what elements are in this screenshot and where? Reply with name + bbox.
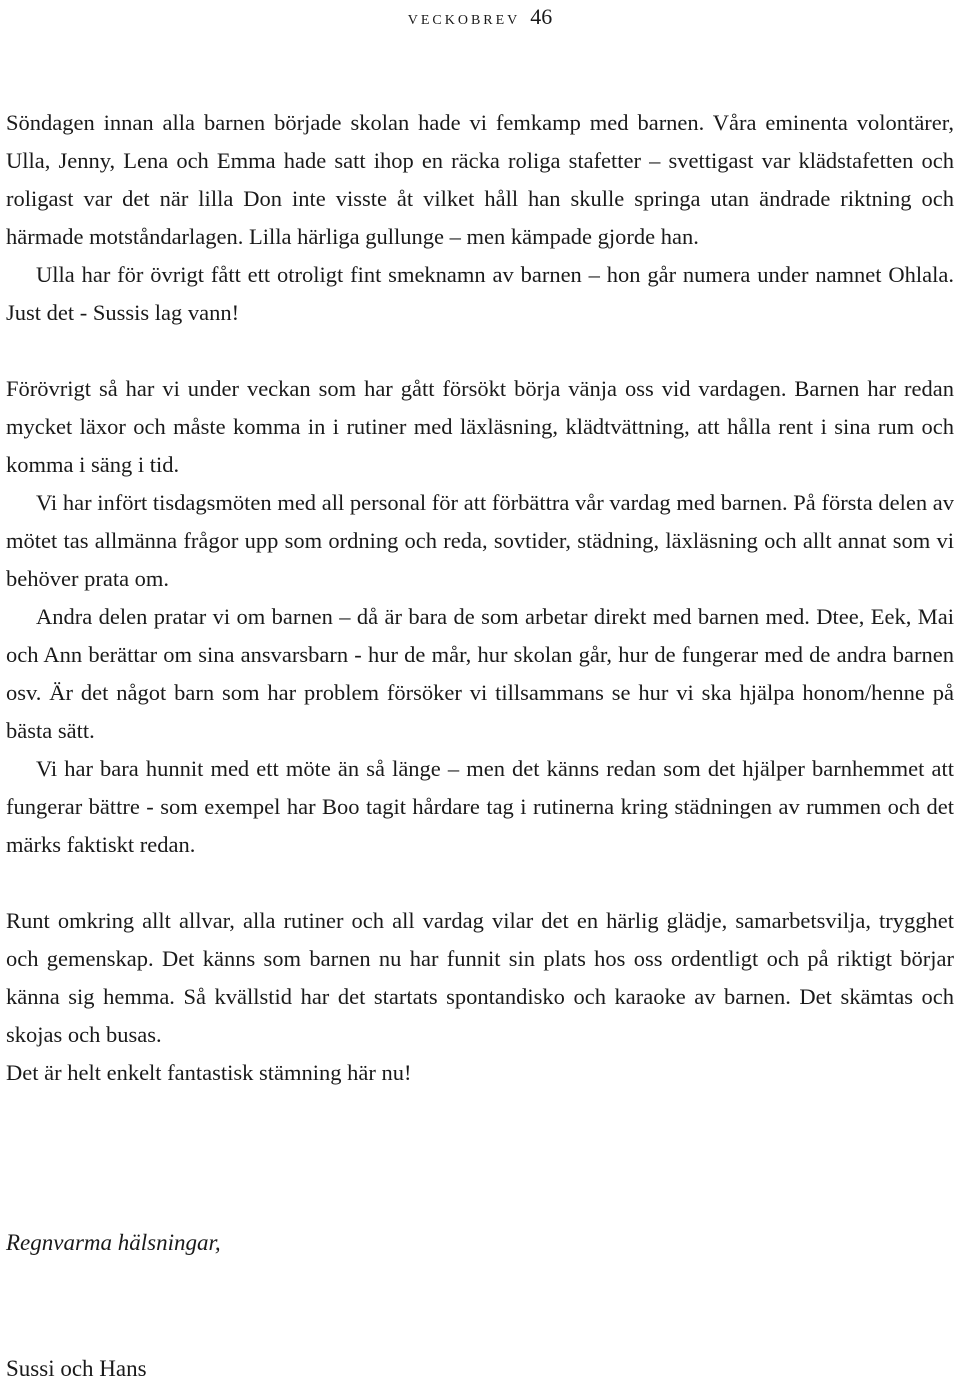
paragraph-andra-delen: Andra delen pratar vi om barnen – då är bara de som arbetar direkt med barnen med. Dtee, Eek, Mai och Ann berättar om sina ansvarsbarn - hur de mår, hur skolan går, hur de fungerar med de andra barnen osv. Är det något barn som har problem försöker vi tillsammans se hur vi ska hjälpa honom/henne på bästa sätt. xyxy=(6,604,954,743)
issue-number: 46 xyxy=(530,4,553,29)
page-header xyxy=(0,0,960,34)
paragraph-gap xyxy=(6,864,954,902)
signature: Sussi och Hans xyxy=(6,1356,147,1381)
paragraph-gap xyxy=(6,332,954,370)
paragraph-ohlala: Ulla har för övrigt fått ett otroligt fint smeknamn av barnen – hon går numera under namnet Ohlala. Just det - Sussis lag vann! xyxy=(6,262,954,325)
letter-body xyxy=(6,104,954,1092)
closing-greeting: Regnvarma hälsningar, xyxy=(6,1230,221,1255)
newsletter-title: veckobrev xyxy=(407,7,521,29)
paragraph-tisdagsmoten: Vi har infört tisdagsmöten med all personal för att förbättra vår vardag med barnen. På första delen av mötet tas allmänna frågor upp som ordning och reda, sovtider, städning, läxläsning och allt annat som vi behöver prata om. xyxy=(6,490,954,591)
paragraph-gladje: Runt omkring allt allvar, alla rutiner och all vardag vilar det en härlig glädje, samarbetsvilja, trygghet och gemenskap. Det känns som barnen nu har funnit sin plats hos oss ordentligt och på riktigt börjar känna sig hemma. Så kvällstid har det startats spontandisko och karaoke av barnen. Det skämtas och skojas och busas. xyxy=(6,908,954,1047)
paragraph-femkamp: Söndagen innan alla barnen började skolan hade vi femkamp med barnen. Våra eminenta volontärer, Ulla, Jenny, Lena och Emma hade satt ihop en räcka roliga stafetter – svettigast var klädstafetten och roligast var det när lilla Don inte visste åt vilket håll han skulle springa utan ändrade riktning och härmade motståndarlagen. Lilla härliga gullunge – men kämpade gjorde han. xyxy=(6,110,954,249)
paragraph-vardagen: Förövrigt så har vi under veckan som har gått försökt börja vänja oss vid vardagen. Barnen har redan mycket läxor och måste komma in i rutiner med läxläsning, klädtvättning, att hålla rent i sina rum och komma i säng i tid. xyxy=(6,376,954,477)
paragraph-ett-mote: Vi har bara hunnit med ett möte än så länge – men det känns redan som det hjälper barnhemmet att fungerar bättre - som exempel har Boo tagit hårdare tag i rutinerna kring städningen av rummen och det märks faktiskt redan. xyxy=(6,756,954,857)
paragraph-fantastisk: Det är helt enkelt fantastisk stämning här nu! xyxy=(6,1060,412,1085)
